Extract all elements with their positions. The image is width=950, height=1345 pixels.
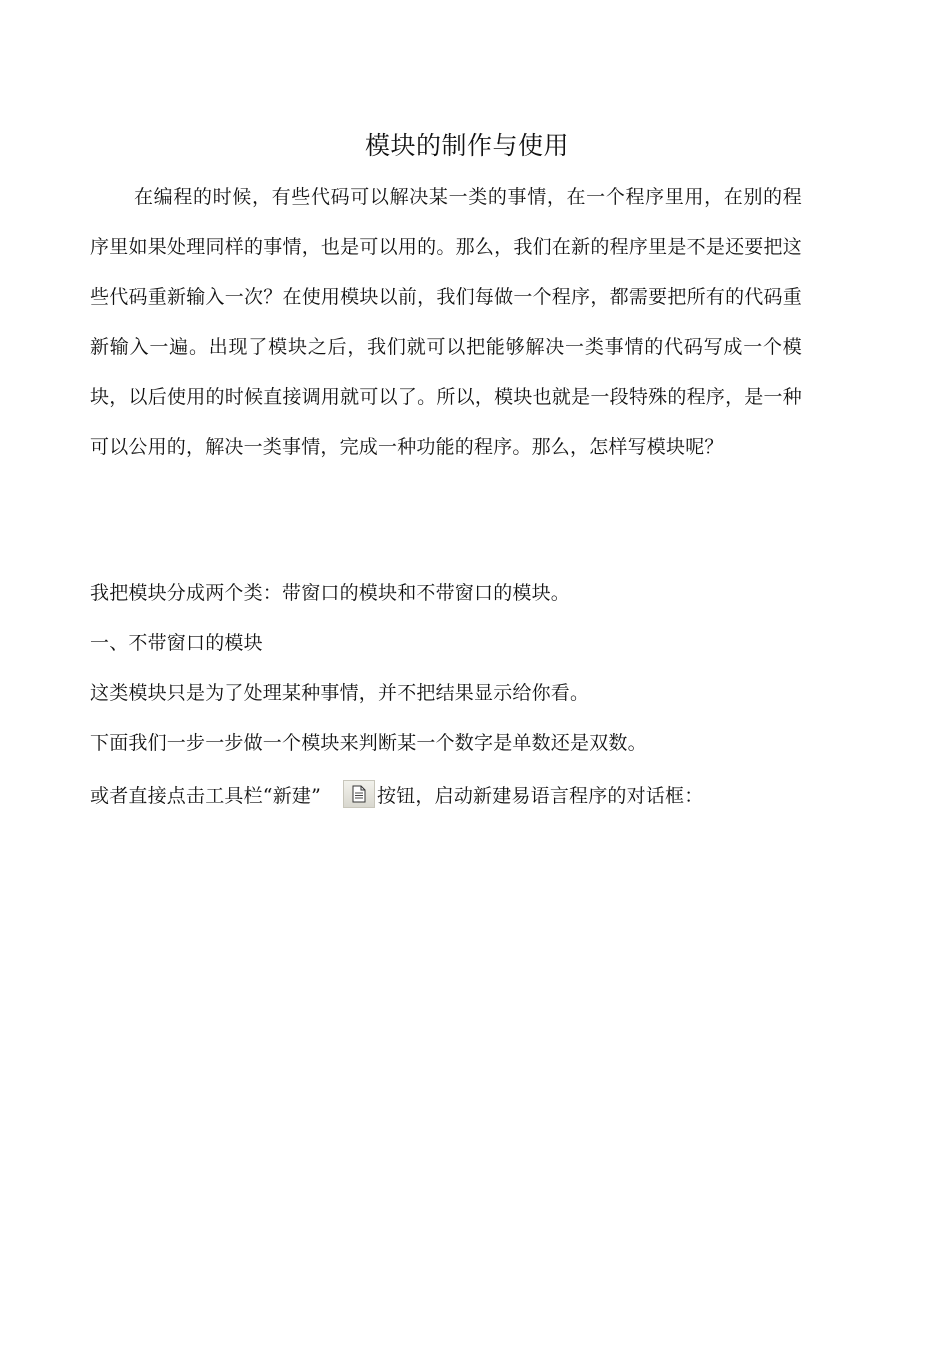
new-button[interactable] bbox=[343, 780, 375, 808]
step-intro-line: 下面我们一步一步做一个模块来判断某一个数字是单数还是双数。 bbox=[90, 732, 647, 754]
section-heading-no-window-module: 一、不带窗口的模块 bbox=[90, 632, 263, 654]
new-document-icon bbox=[352, 785, 366, 803]
page-title: 模块的制作与使用 bbox=[364, 131, 569, 160]
toolbar-instruction-before: 或者直接点击工具栏“新建” bbox=[90, 785, 322, 807]
module-categories-line: 我把模块分成两个类：带窗口的模块和不带窗口的模块。 bbox=[90, 582, 571, 604]
intro-paragraph: 在编程的时候，有些代码可以解决某一类的事情，在一个程序里用，在别的程序里如果处理同样的事情，也是可以用的。那么，我们在新的程序里是不是还要把这些代码重新输入一次？在使用模块以前，我们每做一个程序，都需要把所有的代码重新输入一遍。出现了模块之后，我们就可以把能够解决一类事情的代码写成一个模块，以后使用的时候直接调用就可以了。所以，模块也就是一段特殊的程序，是一种可以公用的，解决一类事情，完成一种功能的程序。那么，怎样写模块呢？ bbox=[90, 186, 802, 458]
module-description-line: 这类模块只是为了处理某种事情，并不把结果显示给你看。 bbox=[90, 682, 590, 704]
toolbar-instruction-after: 按钮，启动新建易语言程序的对话框： bbox=[377, 785, 704, 807]
toolbar-instruction-line bbox=[90, 780, 703, 811]
